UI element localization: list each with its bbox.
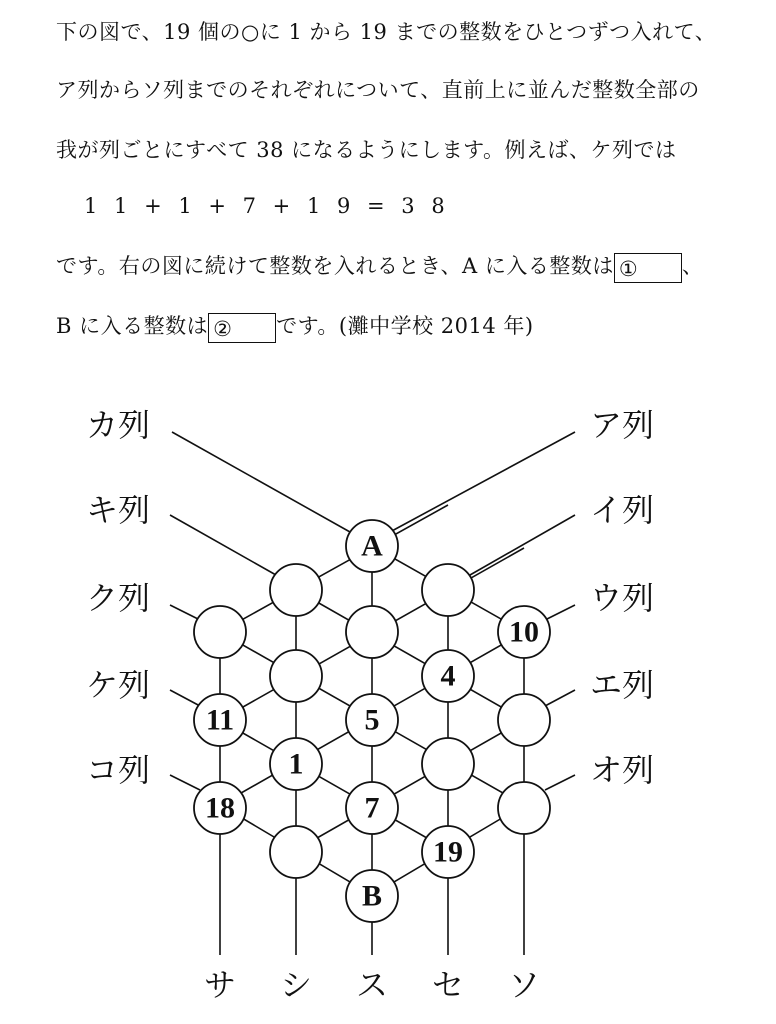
problem-line-6: [56, 310, 534, 343]
label-shi: シ: [279, 966, 313, 1004]
circle-value-r4-right: 4: [440, 659, 456, 693]
answer-blank-1[interactable]: ①: [614, 253, 682, 283]
circle-r3-left: [194, 606, 246, 658]
label-ku: ク列: [86, 579, 151, 617]
label-so: ソ: [507, 966, 541, 1004]
problem-line-5: [56, 250, 703, 283]
label-o: オ列: [590, 751, 655, 789]
circle-value-r7-left: 18: [205, 791, 235, 825]
problem-line-1: 下の図で、19 個の○に 1 から 19 までの整数をひとつずつ入れて、: [56, 20, 717, 44]
hexagon-figure: [0, 380, 776, 1024]
circle-r2-left: [270, 564, 322, 616]
label-sa: サ: [203, 966, 237, 1004]
label-a: ア列: [590, 406, 655, 444]
circle-value-b: B: [361, 879, 383, 913]
circle-r4-left: [270, 650, 322, 702]
circle-r3-mid: [346, 606, 398, 658]
circle-r2-right: [422, 564, 474, 616]
line5-comma: 、: [681, 254, 704, 278]
label-se: セ: [431, 966, 465, 1004]
label-ko: コ列: [86, 751, 151, 789]
problem-line-3: 我が列ごとにすべて 38 になるようにします。例えば、ケ列では: [56, 138, 677, 162]
line6-text: B に入る整数は: [56, 314, 209, 338]
circle-value-r5-left: 11: [205, 703, 235, 737]
circle-value-r8-right: 19: [433, 835, 463, 869]
circle-value-r7-mid: 7: [364, 791, 380, 825]
circle-r5-right: [498, 694, 550, 746]
example-equation: 1 1 + 1 + 7 + 1 9 = 3 8: [84, 194, 450, 218]
circle-value-r5-mid: 5: [364, 703, 380, 737]
label-e: エ列: [590, 666, 655, 704]
label-su: ス: [355, 966, 389, 1004]
circle-r6-right: [422, 738, 474, 790]
circle-value-r3-right: 10: [509, 615, 539, 649]
label-u: ウ列: [590, 579, 655, 617]
line6-text-end: です。(灘中学校 2014 年): [276, 314, 534, 338]
problem-line-2: ア列からソ列までのそれぞれについて、直前上に並んだ整数全部の: [56, 78, 700, 102]
circle-r7-right: [498, 782, 550, 834]
label-i: イ列: [590, 491, 655, 529]
label-ka: カ列: [86, 406, 151, 444]
line5-text: です。右の図に続けて整数を入れるとき、A に入る整数は: [56, 254, 614, 278]
answer-blank-2[interactable]: ②: [208, 313, 276, 343]
label-ke: ケ列: [86, 666, 151, 704]
circle-value-r6-left: 1: [288, 747, 304, 781]
circle-r8-left: [270, 826, 322, 878]
circle-value-a: A: [361, 529, 383, 563]
label-ki: キ列: [86, 491, 151, 529]
